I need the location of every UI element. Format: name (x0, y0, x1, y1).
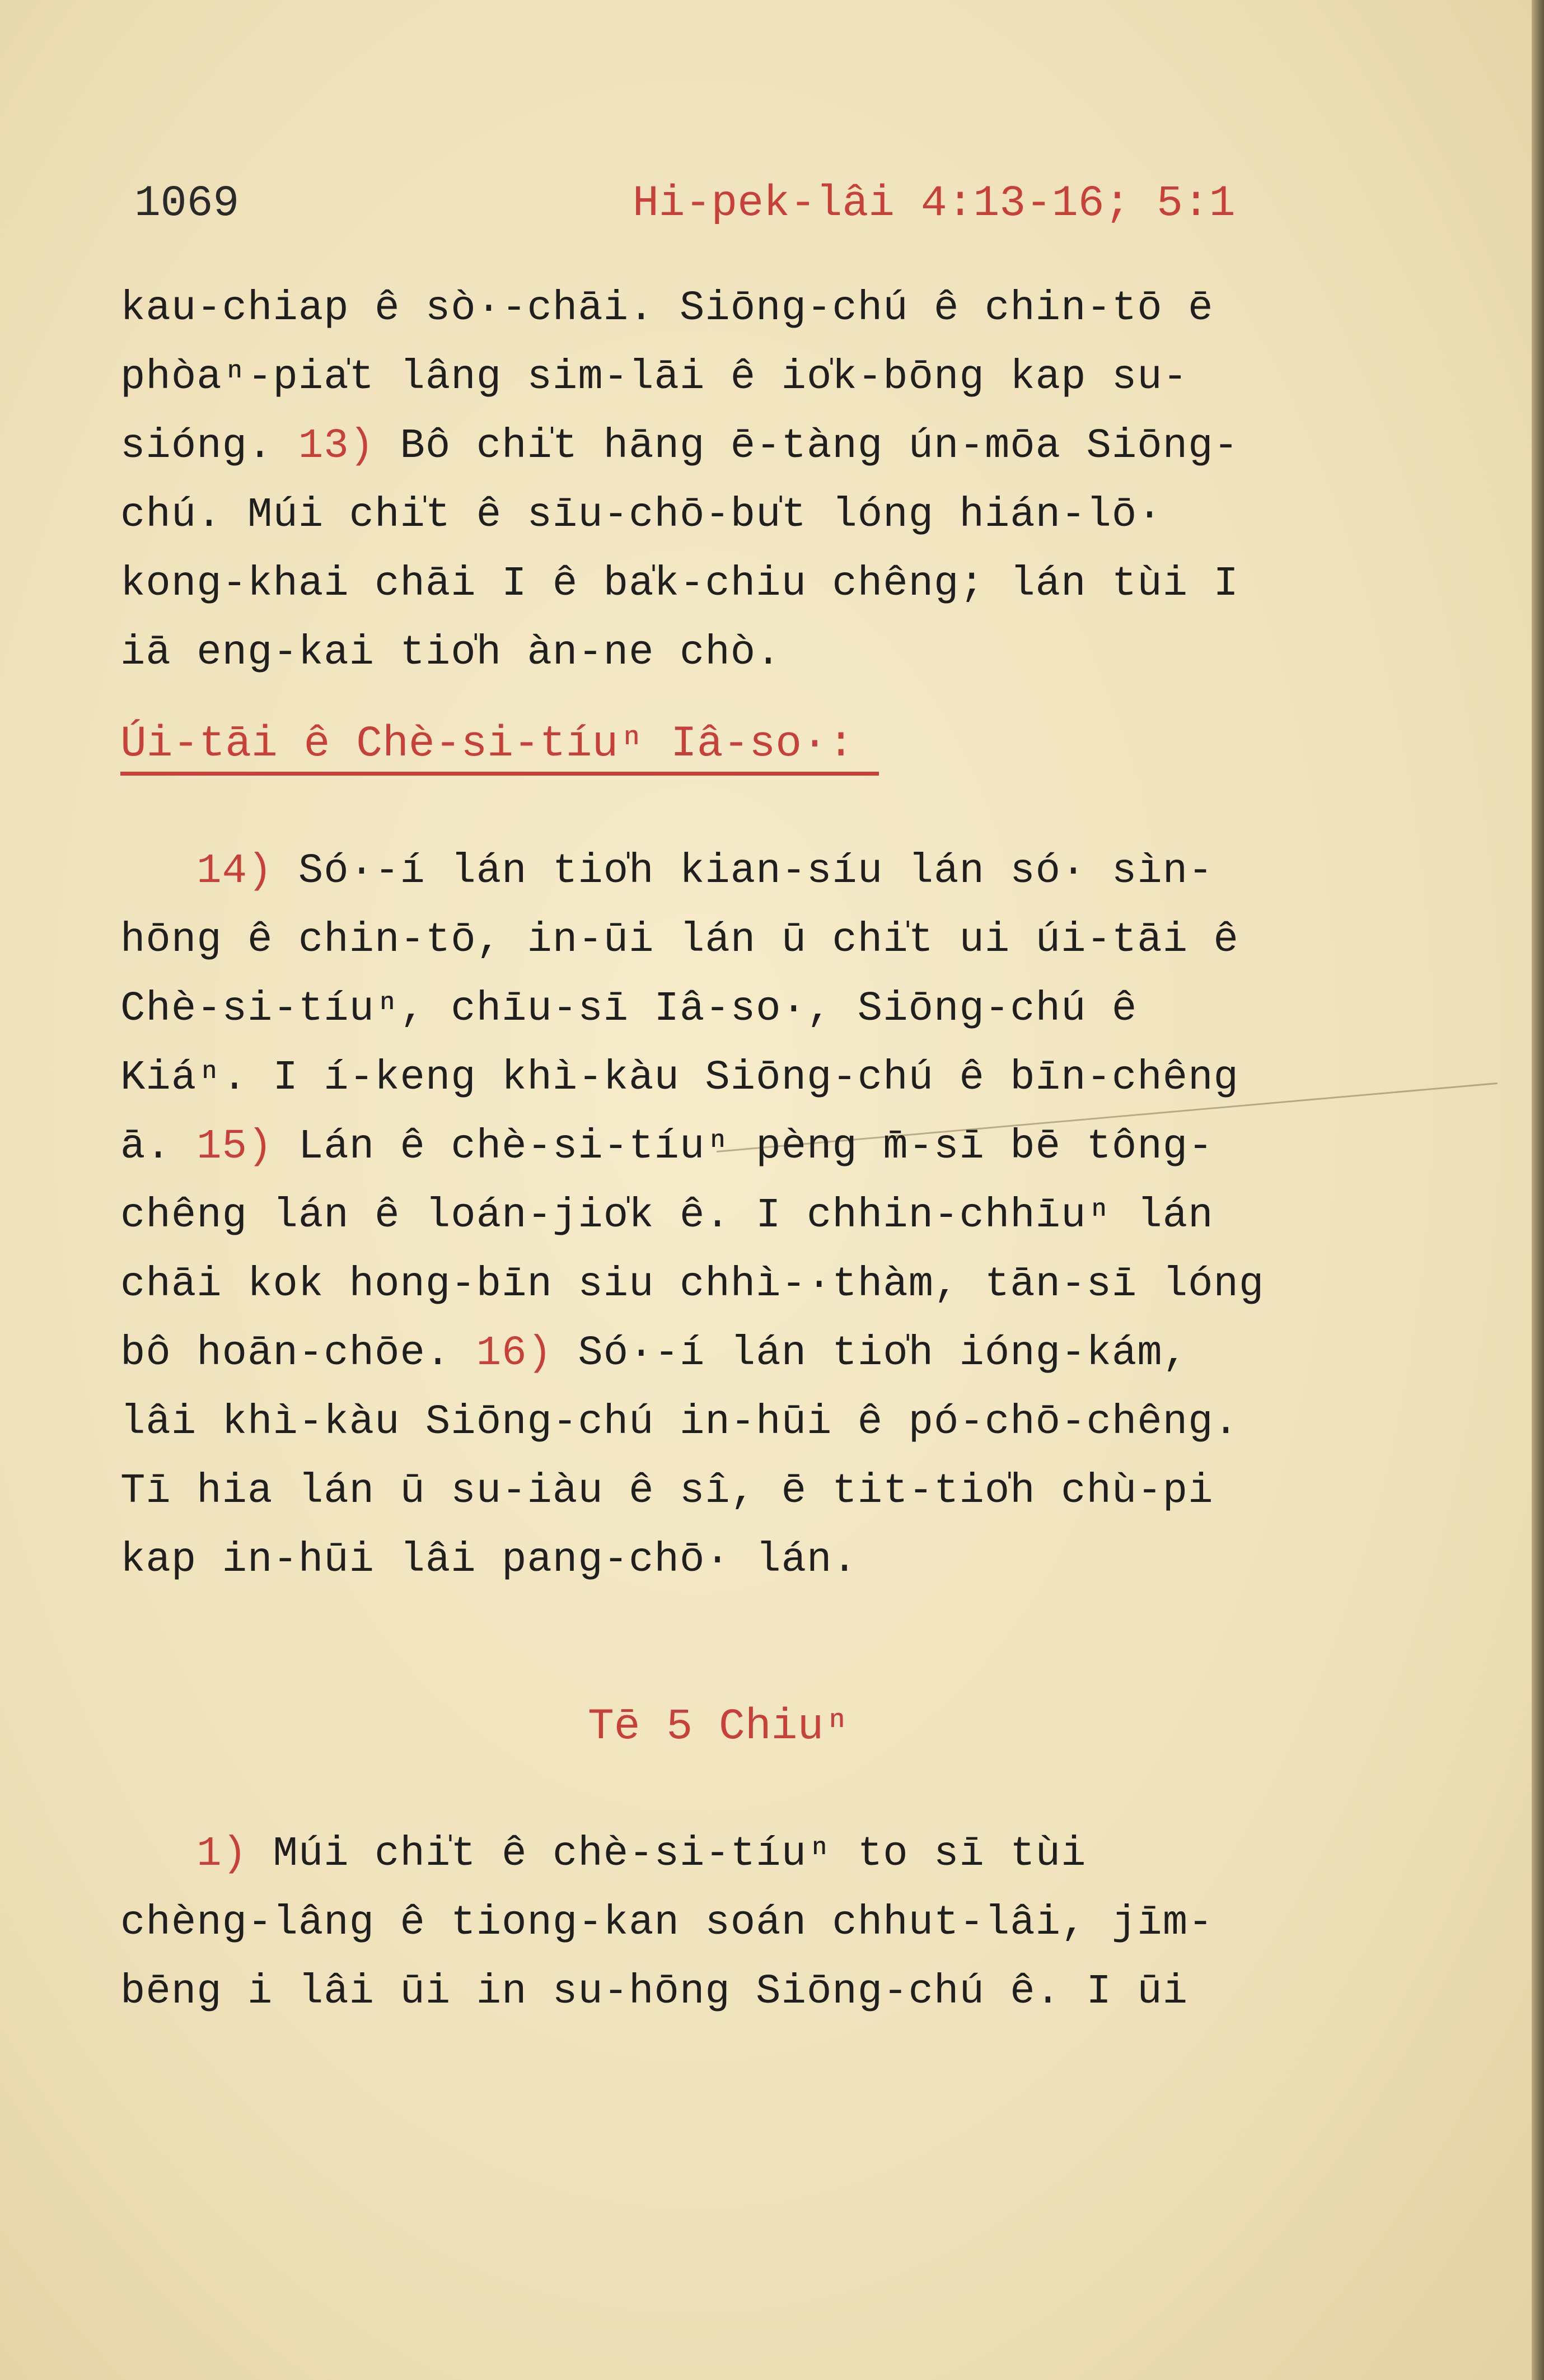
text-line (120, 1889, 1430, 1958)
line-text: Bô chi̍t hāng ē-tàng ún-mōa Siōng- (375, 423, 1239, 470)
line-text: Tī hia lán ū su-iàu ê sî, ē tit-tio̍h chù-pi (120, 1468, 1214, 1515)
page-number: 1069 (134, 179, 240, 228)
text-line (120, 975, 1430, 1044)
text-line (120, 1319, 1430, 1388)
line-text (120, 1831, 196, 1878)
line-text: sióng. (120, 423, 298, 470)
page-edge-shadow (1532, 0, 1544, 2380)
text-line (120, 550, 1430, 619)
line-text: Chè-si-tíuⁿ, chīu-sī Iâ-so·, Siōng-chú ê (120, 986, 1138, 1033)
line-text: kong-khai chāi I ê ba̍k-chiu chêng; lán tùi I (120, 561, 1239, 608)
text-line (120, 1113, 1430, 1182)
text-line (120, 619, 1430, 688)
text-line (120, 274, 1430, 343)
text-line (120, 1182, 1430, 1250)
line-text: Kiáⁿ. I í-keng khì-kàu Siōng-chú ê bīn-chêng (120, 1054, 1239, 1102)
line-text: hōng ê chin-tō, in-ūi lán ū chi̍t ui úi-tāi ê (120, 917, 1239, 964)
line-text: iā eng-kai tio̍h àn-ne chò. (120, 629, 782, 676)
text-line (120, 481, 1430, 550)
line-text: bēng i lâi ūi in su-hōng Siōng-chú ê. I ūi (120, 1968, 1189, 2015)
line-text: chêng lán ê loán-jio̍k ê. I chhin-chhīuⁿ lán (120, 1192, 1214, 1239)
verse-number: 15) (196, 1123, 273, 1170)
verse-number: 14) (196, 848, 273, 895)
text-line (120, 1044, 1430, 1113)
running-title: Hi-pek-lâi 4:13-16; 5:1 (633, 179, 1236, 228)
text-line (120, 1526, 1430, 1595)
line-text: ā. (120, 1123, 197, 1170)
text-line (120, 1250, 1430, 1319)
line-text: Múi chi̍t ê chè-si-tíuⁿ to sī tùi (247, 1831, 1087, 1878)
page-header (123, 168, 1411, 246)
verse-number: 13) (298, 423, 375, 470)
text-line (120, 343, 1430, 412)
line-text: bô hoān-chōe. (120, 1330, 476, 1377)
text-block-chapter-5 (120, 1820, 1430, 2027)
chapter-title: Tē 5 Chiuⁿ (588, 1702, 850, 1752)
line-text: phòaⁿ-pia̍t lâng sim-lāi ê io̍k-bōng kap su- (120, 354, 1189, 401)
text-line (120, 1820, 1430, 1889)
text-line (120, 906, 1430, 975)
text-line (120, 1958, 1430, 2027)
line-text: lâi khì-kàu Siōng-chú in-hūi ê pó-chō-chêng. (120, 1399, 1239, 1446)
line-text: Só·-í lán tio̍h ióng-kám, (552, 1330, 1189, 1377)
section-heading-underline (120, 772, 879, 776)
text-line (120, 412, 1430, 481)
line-text: chú. Múi chi̍t ê sīu-chō-bu̍t lóng hián-lō· (120, 492, 1163, 539)
text-block-verses-14-16 (120, 837, 1430, 1595)
text-line (120, 837, 1430, 906)
verse-number: 16) (476, 1330, 553, 1377)
line-text: chèng-lâng ê tiong-kan soán chhut-lâi, jīm- (120, 1900, 1214, 1947)
line-text (120, 848, 196, 895)
verse-number: 1) (196, 1831, 248, 1878)
section-heading: Úi-tāi ê Chè-si-tíuⁿ Iâ-so·: (120, 720, 854, 769)
line-text: Lán ê chè-si-tíuⁿ pèng m̄-sī bē tông- (273, 1123, 1214, 1170)
text-block-continuation (120, 274, 1430, 688)
text-line (120, 1457, 1430, 1526)
line-text: Só·-í lán tio̍h kian-síu lán só· sìn- (273, 848, 1214, 895)
line-text: chāi kok hong-bīn siu chhì-·thàm, tān-sī lóng (120, 1261, 1265, 1308)
line-text: kau-chiap ê sò·-chāi. Siōng-chú ê chin-tō ē (120, 285, 1214, 332)
text-line (120, 1388, 1430, 1457)
line-text: kap in-hūi lâi pang-chō· lán. (120, 1537, 858, 1584)
